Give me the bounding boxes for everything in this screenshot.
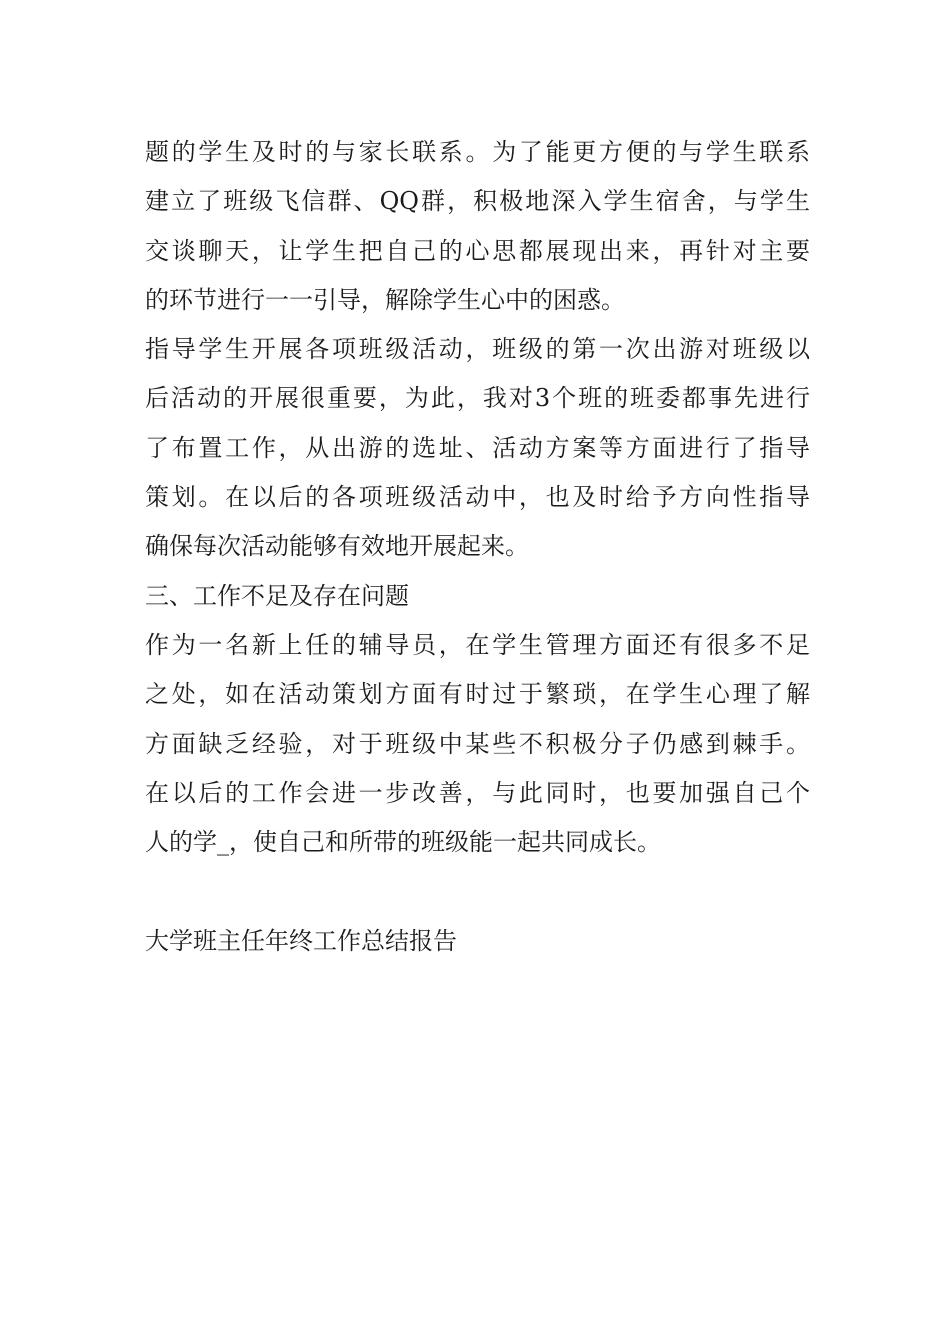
- text-line: 确保每次活动能够有效地开展起来。: [145, 532, 529, 561]
- text-line: 的环节进行一一引导，解除学生心中的困惑。: [145, 285, 625, 314]
- text-line: 建立了班级飞信群、QQ群，积极地深入学生宿舍，与学生: [145, 187, 810, 216]
- section-heading: 三、工作不足及存在问题: [145, 581, 409, 610]
- paragraph-parent-contact: [145, 128, 810, 325]
- text-line: 策划。在以后的各项班级活动中，也及时给予方向性指导: [145, 483, 810, 512]
- text-line: 后活动的开展很重要，为此，我对3个班的班委都事先进行: [145, 384, 810, 413]
- text-line: 作为一名新上任的辅导员，在学生管理方面还有很多不足: [145, 630, 810, 659]
- paragraph-shortcomings: [145, 621, 810, 867]
- text-line: 交谈聊天，让学生把自己的心思都展现出来，再针对主要: [145, 236, 810, 265]
- blank-line: [145, 867, 810, 916]
- paragraph-class-activities: [145, 325, 810, 571]
- text-line: 人的学_，使自己和所带的班级能一起共同成长。: [145, 828, 661, 857]
- text-line: 题的学生及时的与家长联系。为了能更方便的与学生联系: [145, 138, 810, 166]
- section-heading-shortcomings: [145, 572, 810, 621]
- text-line: 之处，如在活动策划方面有时过于繁琐，在学生心理了解: [145, 680, 810, 709]
- text-line: 方面缺乏经验，对于班级中某些不积极分子仍感到棘手。: [145, 729, 810, 758]
- footer-title-block: [145, 917, 810, 966]
- text-line: 指导学生开展各项班级活动，班级的第一次出游对班级以: [145, 335, 810, 364]
- document-body: [145, 128, 810, 966]
- text-line: 了布置工作，从出游的选址、活动方案等方面进行了指导: [145, 433, 810, 462]
- text-line: 在以后的工作会进一步改善，与此同时，也要加强自己个: [145, 778, 810, 807]
- footer-title: 大学班主任年终工作总结报告: [145, 926, 457, 955]
